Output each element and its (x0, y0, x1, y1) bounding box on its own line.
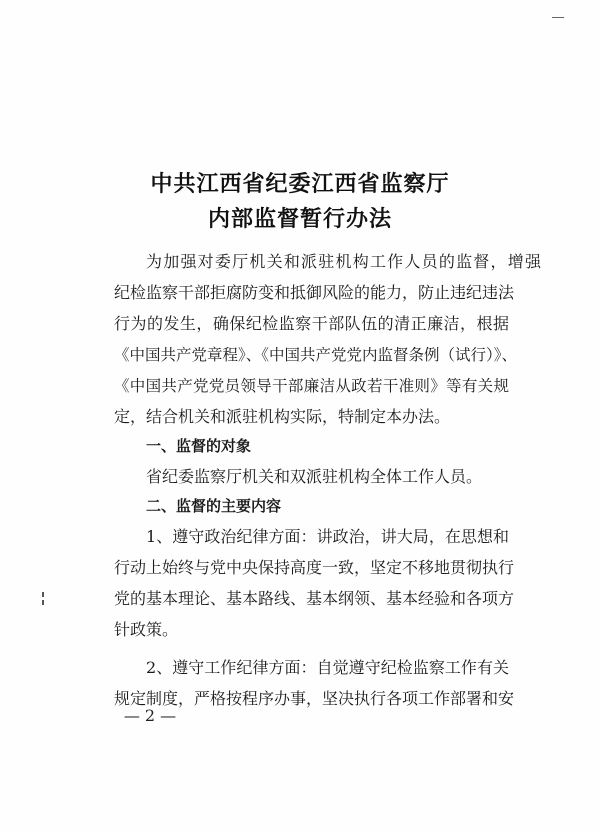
page-number: — 2 — (123, 706, 177, 725)
list-item-line: 1、遵守政治纪律方面：讲政治，讲大局，在思想和 (146, 527, 509, 546)
list-item-line: 针政策。 (114, 620, 179, 639)
scan-mark (42, 600, 44, 605)
list-item-line: 规定制度，严格按程序办事，坚决执行各项工作部署和安 (114, 689, 515, 708)
preamble-line: 《中国共产党章程》、《中国共产党党内监督条例（试行）》、 (114, 346, 518, 364)
document-subtitle: 内部监督暂行办法 (207, 207, 392, 232)
section-heading: 一、监督的对象 (146, 437, 252, 455)
list-item-line: 党的基本理论、基本路线、基本纲领、基本经验和各项方 (114, 589, 515, 608)
list-item-line: 行动上始终与党中央保持高度一致，坚定不移地贯彻执行 (114, 558, 515, 577)
preamble-line: 《中国共产党党员领导干部廉洁从政若干准则》等有关规 (114, 377, 509, 395)
list-item-line: 2、遵守工作纪律方面：自觉遵守纪检监察工作有关 (146, 658, 509, 677)
document-title: 中共江西省纪委江西省监察厅 (150, 172, 450, 197)
preamble-line: 定，结合机关和派驻机构实际，特制定本办法。 (114, 407, 451, 426)
preamble-line: 行为的发生，确保纪检监察干部队伍的清正廉洁，根据 (114, 314, 509, 333)
scan-mark (552, 17, 564, 18)
section-heading: 二、监督的主要内容 (146, 497, 282, 515)
preamble-line: 纪检监察干部拒腐防变和抵御风险的能力，防止违纪违法 (114, 283, 515, 302)
scan-mark (42, 592, 44, 597)
preamble-line: 为加强对委厅机关和派驻机构工作人员的监督，增强 (146, 252, 541, 271)
section-body: 省纪委监察厅机关和双派驻机构全体工作人员。 (146, 467, 483, 486)
